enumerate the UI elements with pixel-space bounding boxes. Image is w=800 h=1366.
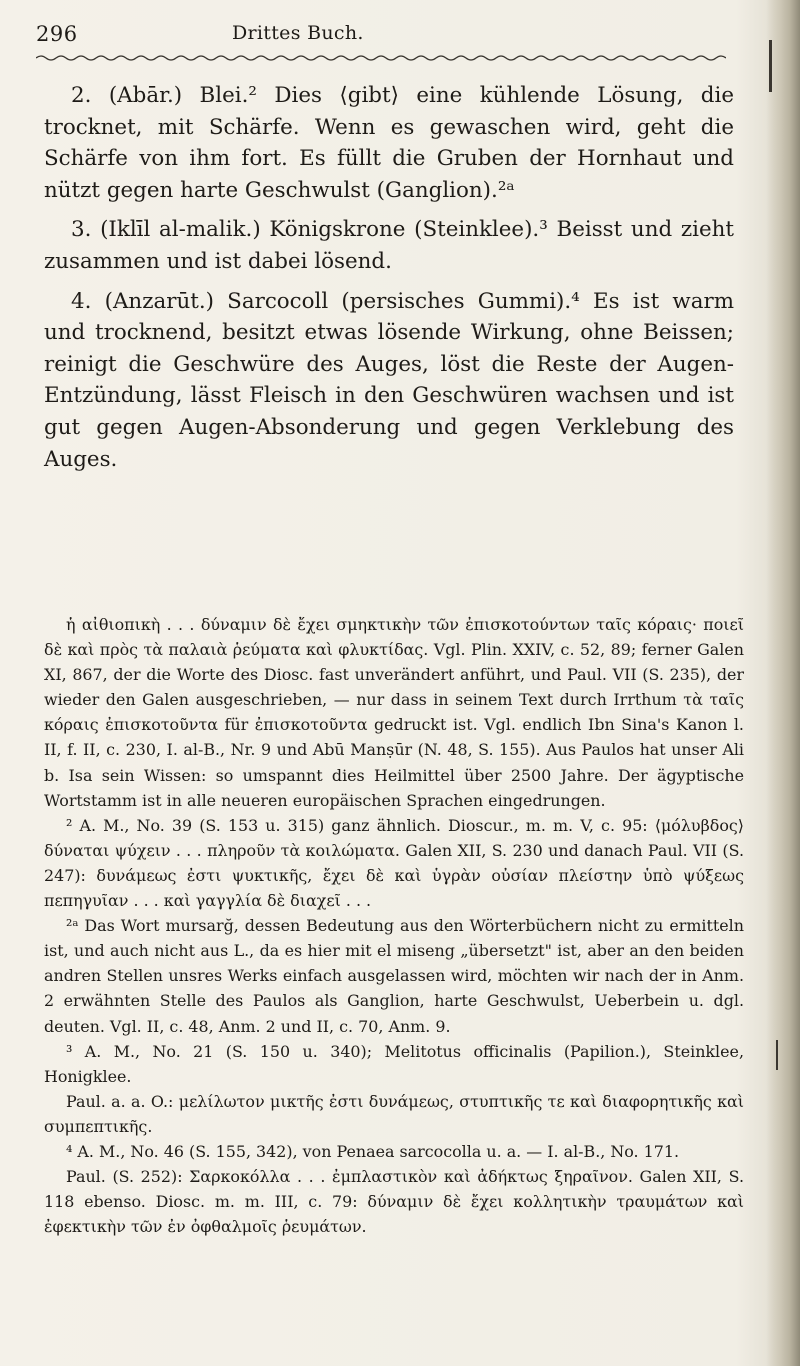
running-head: Drittes Buch. <box>232 22 364 44</box>
header-ornament <box>36 54 726 62</box>
footnote-4-paul: Paul. (S. 252): Σαρκοκόλλα . . . ἐμπλαστικὸν καὶ ἀδήκτως ξηραῖνον. Galen XII, S. 118 ebenso. Diosc. m. m. III, c. 79: δύναμιν δὲ ἔχει κολλητικὴν τραυμάτων καὶ ἐφεκτικὴν τῶν ἐν ὀφθαλμοῖς ῥευμάτων. <box>44 1167 744 1237</box>
footnote-2: ² A. M., No. 39 (S. 153 u. 315) ganz ähnlich. Dioscur., m. m. V, c. 95: ⟨μόλυβδος⟩ δύναται ψύχειν . . . πληροῦν τὰ κοιλώματα. Galen XII, S. 230 und danach Paul. VII (S. 247): δυνάμεως ἐστι ψυκτικῆς, ἔχει δὲ καὶ ὑγρὰν οὐσίαν πλείστην ὑπὸ ψύξεως πεπηγυῖαν . . . καὶ γαγγλία δὲ διαχεῖ . . . <box>44 815 744 911</box>
page-binding-edge <box>766 0 800 1366</box>
footnote-3-paul: Paul. a. a. O.: μελίλωτον μικτῆς ἐστι δυνάμεως, στυπτικῆς τε καὶ διαφορητικῆς καὶ συμπεπτικῆς. <box>44 1091 744 1136</box>
paragraph-abar: 2. (Abār.) Blei.² Dies ⟨gibt⟩ eine kühlende Lösung, die trocknet, mit Schärfe. Wenn es gewaschen wird, geht die Schärfe von ihm fort. Es füllt die Gruben der Hornhaut und nützt gegen harte Geschwulst (Ganglion).²ᵃ <box>44 83 734 203</box>
edge-mark <box>776 1040 778 1070</box>
footnote-2a: ²ᵃ Das Wort mursarğ, dessen Bedeutung aus den Wörterbüchern nicht zu ermitteln ist, und auch nicht aus L., da es hier mit el miseng „übersetzt" ist, aber an den beiden andren Stellen unsres Werks einfach ausgelassen wird, möchten wir nach der in Anm. 2 erwähnten Stelle des Paulos als Ganglion, harte Geschwulst, Ueberbein u. dgl. deuten. Vgl. II, c. 48, Anm. 2 und II, c. 70, Anm. 9. <box>44 916 744 1036</box>
paragraph-iklil: 3. (Iklīl al-malik.) Königskrone (Steinklee).³ Beisst und zieht zusammen und ist dabei lösend. <box>44 217 734 274</box>
page-number: 296 <box>36 22 78 46</box>
main-text <box>44 80 734 483</box>
page-header <box>36 8 726 62</box>
footnote-1: ἡ αἰθιοπικὴ . . . δύναμιν δὲ ἔχει σμηκτικὴν τῶν ἐπισκοτούντων ταῖς κόραις· ποιεῖ δὲ καὶ πρὸς τὰ παλαιὰ ῥεύματα καὶ φλυκτίδας. Vgl. Plin. XXIV, c. 52, 89; ferner Galen XI, 867, der die Worte des Diosc. fast unverändert anführt, und Paul. VII (S. 235), der wieder den Galen ausgeschrieben, — nur dass in seinem Text durch Irrthum τὰ ταῖς κόραις ἐπισκοτοῦντα für ἐπισκοτοῦντα gedruckt ist. Vgl. endlich Ibn Sina's Kanon l. II, f. II, c. 230, I. al-B., Nr. 9 und Abū Manṣūr (N. 48, S. 155). Aus Paulos hat unser Ali b. Isa sein Wissen: so umspannt dies Heilmittel über 2500 Jahre. Der ägyptische Wortstamm ist in alle neueren europäischen Sprachen eingedrungen. <box>44 615 744 810</box>
footnote-3: ³ A. M., No. 21 (S. 150 u. 340); Melitotus officinalis (Papilion.), Steinklee, Honigklee. <box>44 1041 744 1086</box>
paragraph-anzarut: 4. (Anzarūt.) Sarcocoll (persisches Gummi).⁴ Es ist warm und trocknend, besitzt etwas lösende Wirkung, ohne Beissen; reinigt die Geschwüre des Auges, löst die Reste der Augen-Entzündung, lässt Fleisch in den Geschwüren wachsen und ist gut gegen Augen-Absonderung und gegen Verklebung des Auges. <box>44 288 734 472</box>
footnotes <box>44 612 744 1239</box>
footnote-4: ⁴ A. M., No. 46 (S. 155, 342), von Penaea sarcocolla u. a. — I. al-B., No. 171. <box>66 1141 680 1161</box>
edge-mark <box>769 40 772 92</box>
